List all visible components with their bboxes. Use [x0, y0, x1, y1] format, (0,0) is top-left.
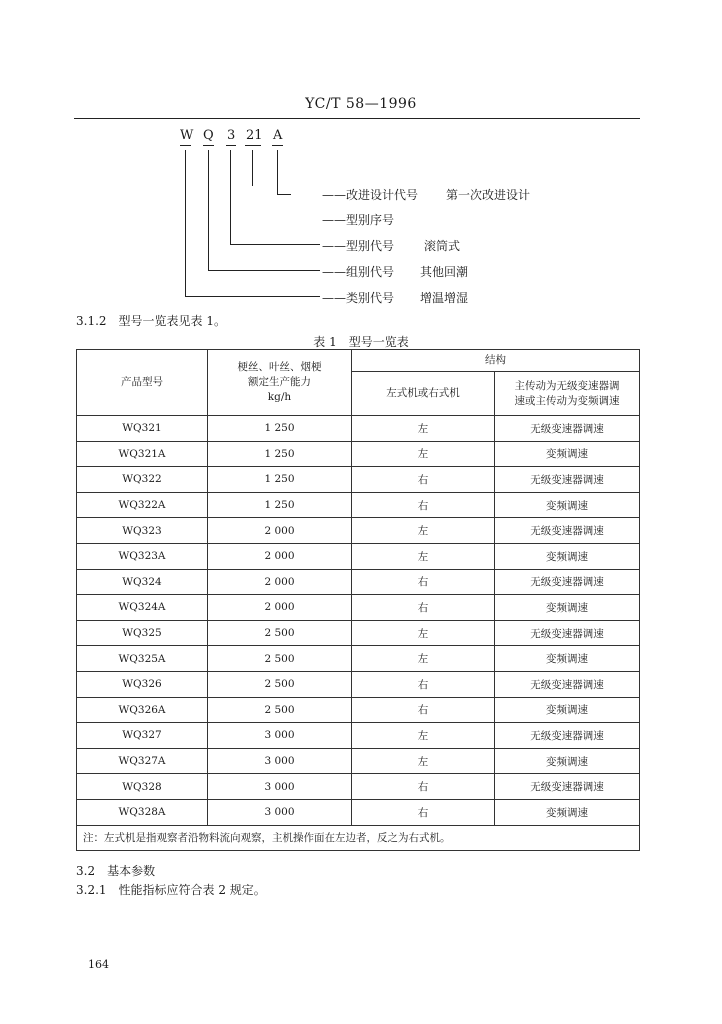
table-row [77, 774, 640, 800]
table-row [77, 671, 640, 697]
cell-drive: 无级变速器调速 [495, 671, 640, 697]
underline-q [203, 145, 214, 146]
cell-model: WQ324A [77, 595, 208, 621]
cell-side: 右 [352, 799, 495, 825]
cell-drive: 无级变速器调速 [495, 774, 640, 800]
table-row [77, 799, 640, 825]
cell-drive: 变频调速 [495, 697, 640, 723]
label-type-serial: ——型别序号 [322, 213, 395, 227]
cell-drive: 变频调速 [495, 492, 640, 518]
cell-drive: 无级变速器调速 [495, 569, 640, 595]
capacity-header-unit: kg/h [267, 391, 292, 403]
label-group-code: ——组别代号 [322, 265, 395, 279]
cell-side: 左 [352, 518, 495, 544]
table-row [77, 492, 640, 518]
section-3-2-1: 3.2.1 性能指标应符合表 2 规定。 [76, 883, 266, 897]
cell-side: 右 [352, 569, 495, 595]
cell-model: WQ327A [77, 748, 208, 774]
page-number: 164 [88, 958, 109, 971]
cell-side: 左 [352, 748, 495, 774]
table-row [77, 620, 640, 646]
cell-drive: 变频调速 [495, 441, 640, 467]
cell-model: WQ328 [77, 774, 208, 800]
cell-side: 右 [352, 671, 495, 697]
cell-side: 左 [352, 543, 495, 569]
cell-side: 左 [352, 620, 495, 646]
underline-w [180, 145, 191, 146]
header-drive-type [495, 372, 640, 416]
cell-capacity: 2 000 [208, 518, 352, 544]
leader-w-vertical [185, 150, 186, 296]
leader-21-vertical [252, 150, 253, 186]
table-row [77, 543, 640, 569]
cell-side: 左 [352, 646, 495, 672]
cell-model: WQ324 [77, 569, 208, 595]
capacity-header-line-2: 额定生产能力 [248, 376, 311, 388]
header-structure: 结构 [352, 350, 640, 372]
table-row [77, 569, 640, 595]
leader-q-vertical [208, 150, 209, 270]
label-category-value: 增温增湿 [420, 291, 469, 305]
cell-drive: 无级变速器调速 [495, 518, 640, 544]
table-row [77, 723, 640, 749]
table-row [77, 697, 640, 723]
underline-21 [245, 145, 261, 146]
cell-side: 右 [352, 774, 495, 800]
table-row [77, 518, 640, 544]
cell-model: WQ326 [77, 671, 208, 697]
cell-drive: 无级变速器调速 [495, 723, 640, 749]
cell-side: 左 [352, 441, 495, 467]
code-char-w: W [180, 128, 194, 143]
label-group-value: 其他回潮 [420, 265, 469, 279]
section-3-1-2: 3.1.2 型号一览表见表 1。 [76, 314, 226, 328]
label-improvement-value: 第一次改进设计 [446, 188, 531, 202]
cell-capacity: 1 250 [208, 492, 352, 518]
cell-capacity: 2 000 [208, 569, 352, 595]
leader-a-vertical [277, 150, 278, 194]
header-left-right: 左式机或右式机 [352, 372, 495, 416]
leader-3-vertical [230, 150, 231, 244]
cell-model: WQ322A [77, 492, 208, 518]
table-row [77, 467, 640, 493]
cell-capacity: 3 000 [208, 774, 352, 800]
cell-model: WQ321A [77, 441, 208, 467]
code-char-a: A [273, 128, 283, 143]
cell-capacity: 2 500 [208, 620, 352, 646]
cell-side: 左 [352, 723, 495, 749]
cell-side: 右 [352, 697, 495, 723]
header-product-model: 产品型号 [77, 350, 208, 416]
cell-model: WQ326A [77, 697, 208, 723]
label-category-code: ——类别代号 [322, 291, 395, 305]
cell-capacity: 2 500 [208, 646, 352, 672]
cell-capacity: 1 250 [208, 467, 352, 493]
table-row [77, 595, 640, 621]
cell-drive: 变频调速 [495, 543, 640, 569]
drive-header-line-1: 主传动为无级变速器调 [514, 379, 620, 392]
section-3-2: 3.2 基本参数 [76, 864, 156, 878]
leader-3-horizontal [230, 244, 320, 245]
cell-capacity: 1 250 [208, 441, 352, 467]
cell-model: WQ322 [77, 467, 208, 493]
cell-model: WQ327 [77, 723, 208, 749]
drive-header-line-2: 速或主传动为变频调速 [514, 394, 620, 407]
cell-side: 左 [352, 416, 495, 442]
cell-capacity: 2 000 [208, 595, 352, 621]
cell-drive: 变频调速 [495, 595, 640, 621]
underline-a [272, 145, 283, 146]
cell-capacity: 3 000 [208, 799, 352, 825]
header-rated-capacity [208, 350, 352, 416]
label-improvement-code: ——改进设计代号 [322, 188, 419, 202]
page-header: YC/T 58—1996 [305, 96, 417, 112]
cell-drive: 无级变速器调速 [495, 620, 640, 646]
cell-capacity: 3 000 [208, 723, 352, 749]
table-1-caption: 表 1 型号一览表 [313, 335, 409, 349]
table-row [77, 441, 640, 467]
cell-side: 右 [352, 492, 495, 518]
leader-w-horizontal [185, 296, 320, 297]
capacity-header-line-1: 梗丝、叶丝、烟梗 [237, 361, 322, 373]
label-type-code: ——型别代号 [322, 239, 395, 253]
cell-capacity: 2 500 [208, 697, 352, 723]
underline-3 [226, 145, 236, 146]
code-char-21: 21 [246, 128, 263, 143]
code-char-q: Q [203, 128, 214, 143]
table-note: 注：左式机是指观察者沿物料流向观察，主机操作面在左边者，反之为右式机。 [77, 825, 640, 850]
table-row [77, 748, 640, 774]
table-row [77, 416, 640, 442]
cell-model: WQ321 [77, 416, 208, 442]
cell-capacity: 2 000 [208, 543, 352, 569]
table-row [77, 646, 640, 672]
cell-drive: 变频调速 [495, 748, 640, 774]
leader-a-horizontal [277, 194, 291, 195]
cell-model: WQ328A [77, 799, 208, 825]
code-char-3: 3 [227, 128, 236, 143]
cell-model: WQ323A [77, 543, 208, 569]
table-body [77, 416, 640, 826]
cell-drive: 无级变速器调速 [495, 467, 640, 493]
cell-drive: 变频调速 [495, 799, 640, 825]
model-list-table [76, 349, 640, 851]
cell-model: WQ323 [77, 518, 208, 544]
cell-side: 右 [352, 467, 495, 493]
leader-q-horizontal [208, 270, 320, 271]
label-type-value: 滚筒式 [424, 239, 461, 253]
model-designation-diagram [0, 0, 722, 320]
cell-capacity: 2 500 [208, 671, 352, 697]
cell-model: WQ325 [77, 620, 208, 646]
cell-drive: 无级变速器调速 [495, 416, 640, 442]
cell-capacity: 3 000 [208, 748, 352, 774]
cell-model: WQ325A [77, 646, 208, 672]
cell-side: 右 [352, 595, 495, 621]
cell-drive: 变频调速 [495, 646, 640, 672]
cell-capacity: 1 250 [208, 416, 352, 442]
